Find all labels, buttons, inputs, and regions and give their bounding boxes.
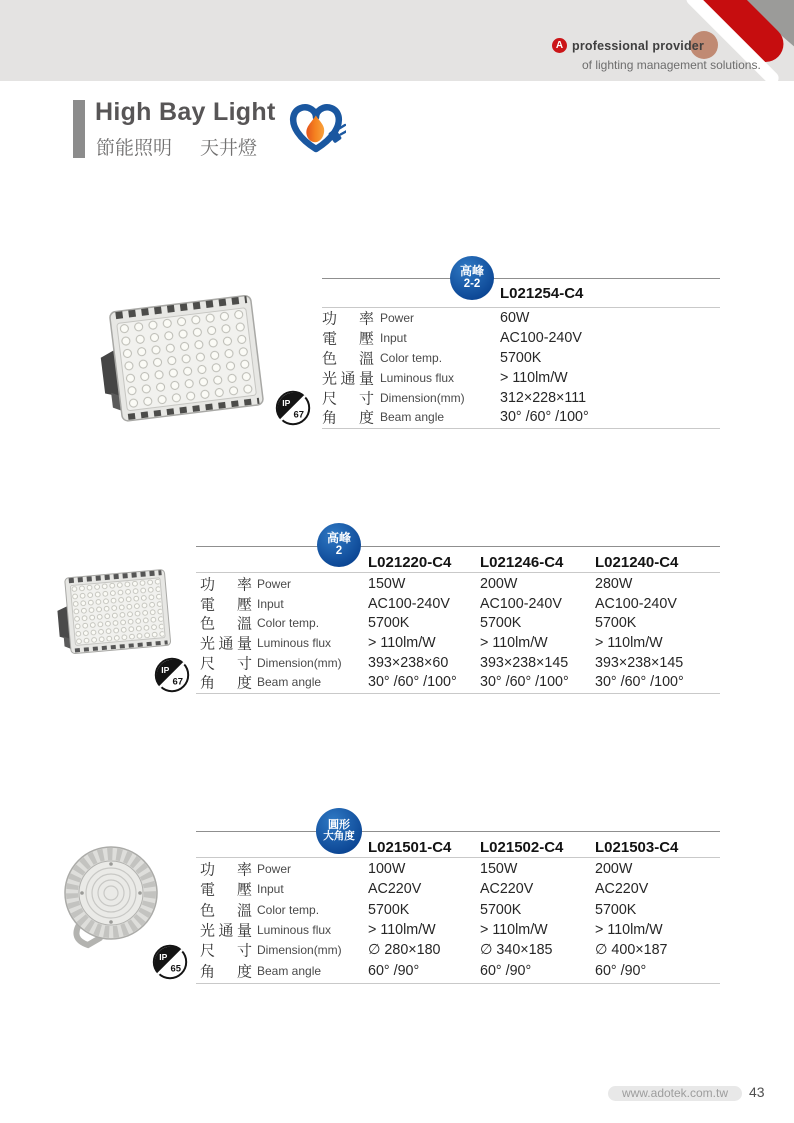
spec-value: 30° /60° /100° — [595, 674, 684, 691]
eco-heart-logo — [286, 100, 346, 158]
product-image-round-highbay — [58, 843, 162, 953]
spec-value: 5700K — [368, 901, 410, 918]
divider — [196, 572, 720, 573]
spec-value: > 110lm/W — [368, 634, 436, 651]
tagline-rest: of lighting management solutions. — [582, 58, 761, 72]
spec-value: AC100-240V — [500, 329, 582, 346]
spec-row — [196, 653, 720, 673]
spec-value: 30° /60° /100° — [500, 409, 589, 426]
spec-value: 100W — [368, 861, 406, 878]
ip-rating-badge — [152, 944, 188, 980]
spec-value: 393×238×145 — [480, 654, 569, 671]
model-name: L021501-C4 — [368, 839, 452, 856]
divider — [196, 983, 720, 984]
spec-row — [322, 368, 720, 388]
spec-value: 200W — [480, 575, 518, 592]
ip-rating: 67 — [172, 676, 184, 688]
spec-row — [322, 308, 720, 328]
subtitle-zh-right: 天井燈 — [200, 138, 258, 159]
spec-value: ∅ 400×187 — [595, 942, 668, 959]
ip-rating-badge — [275, 390, 311, 426]
spec-label-zh: 角度 — [322, 409, 374, 427]
page-subtitle — [96, 133, 257, 160]
product-image-floodlight-series2 — [48, 566, 178, 664]
spec-row — [196, 633, 720, 653]
tagline-bold: professional provider — [572, 38, 705, 53]
spec-value: 280W — [595, 575, 633, 592]
spec-value: 60° /90° — [480, 962, 532, 979]
spec-label-en: Input — [380, 330, 407, 345]
spec-label-en: Dimension(mm) — [257, 943, 342, 958]
spec-row — [196, 920, 720, 940]
model-name: L021503-C4 — [595, 839, 679, 856]
series-badge-line2: 2 — [335, 545, 343, 558]
spec-value: AC100-240V — [368, 595, 450, 612]
spec-value: AC220V — [595, 881, 649, 898]
spec-label-zh: 光通量 — [322, 370, 374, 388]
ip-rating: 65 — [170, 963, 182, 975]
spec-row — [196, 574, 720, 594]
divider — [196, 857, 720, 858]
spec-value: > 110lm/W — [480, 922, 548, 939]
spec-value: 393×238×60 — [368, 654, 449, 671]
spec-value: 30° /60° /100° — [480, 674, 569, 691]
spec-value: 393×238×145 — [595, 654, 684, 671]
spec-value: 5700K — [595, 901, 637, 918]
spec-label-en: Input — [257, 882, 284, 897]
spec-value: 5700K — [500, 349, 542, 366]
spec-value: > 110lm/W — [595, 634, 663, 651]
spec-value: ∅ 280×180 — [368, 942, 441, 959]
title-accent-bar — [73, 100, 85, 158]
ip-rating-badge — [154, 657, 190, 693]
spec-label-zh: 角度 — [200, 963, 252, 981]
header-band — [0, 0, 794, 81]
spec-label-zh: 色溫 — [200, 902, 252, 920]
spec-label-en: Color temp. — [257, 902, 320, 917]
spec-label-en: Power — [257, 576, 292, 591]
spec-value: 5700K — [480, 901, 522, 918]
spec-value: AC100-240V — [595, 595, 677, 612]
divider — [322, 278, 720, 279]
series-badge-line1: 高峰 — [326, 531, 351, 546]
spec-value: 5700K — [595, 615, 637, 632]
spec-value: ∅ 340×185 — [480, 942, 553, 959]
product-image-floodlight-60w — [86, 292, 276, 434]
spec-label-en: Color temp. — [380, 350, 443, 365]
spec-row — [322, 348, 720, 368]
spec-label-en: Luminous flux — [257, 635, 332, 650]
spec-table-1 — [322, 256, 720, 432]
spec-row — [322, 407, 720, 427]
spec-label-en: Beam angle — [257, 963, 322, 978]
spec-label-en: Luminous flux — [257, 923, 332, 938]
ip-label: IP — [161, 665, 170, 676]
model-name: L021246-C4 — [480, 554, 564, 571]
spec-label-zh: 電壓 — [322, 330, 374, 348]
spec-row — [196, 859, 720, 879]
spec-value: AC220V — [368, 881, 422, 898]
spec-value: 150W — [368, 575, 406, 592]
spec-value: AC100-240V — [480, 595, 562, 612]
spec-row — [322, 388, 720, 408]
spec-value: 60° /90° — [595, 962, 647, 979]
spec-value: 312×228×111 — [500, 389, 587, 406]
spec-row — [196, 960, 720, 980]
spec-label-en: Dimension(mm) — [380, 390, 465, 405]
spec-value: 200W — [595, 861, 633, 878]
brand-tagline — [552, 38, 704, 53]
spec-label-zh: 角度 — [200, 674, 252, 692]
ip-rating: 67 — [293, 409, 305, 421]
spec-value: 5700K — [480, 615, 522, 632]
spec-label-zh: 色溫 — [200, 615, 252, 633]
spec-value: 5700K — [368, 615, 410, 632]
spec-row — [196, 879, 720, 899]
spec-label-zh: 尺寸 — [200, 655, 252, 673]
series-badge-line1: 高峰 — [459, 264, 484, 279]
spec-row — [196, 900, 720, 920]
spec-value: AC220V — [480, 881, 534, 898]
spec-value: > 110lm/W — [480, 634, 548, 651]
spec-row — [196, 672, 720, 692]
series-badge — [316, 808, 362, 854]
spec-table-2 — [196, 523, 720, 699]
spec-label-zh: 功率 — [200, 861, 252, 879]
subtitle-zh-left: 節能照明 — [96, 138, 173, 159]
divider — [196, 546, 720, 547]
spec-row — [196, 594, 720, 614]
brand-a-icon: A — [552, 38, 567, 53]
spec-row — [196, 613, 720, 633]
spec-value: > 110lm/W — [595, 922, 663, 939]
spec-row — [322, 328, 720, 348]
spec-label-zh: 光通量 — [200, 635, 252, 653]
spec-value: 60W — [500, 309, 530, 326]
spec-label-en: Power — [257, 862, 292, 877]
series-badge — [317, 523, 361, 567]
spec-label-zh: 尺寸 — [200, 942, 252, 960]
model-name: L021220-C4 — [368, 554, 452, 571]
spec-label-en: Power — [380, 310, 415, 325]
series-badge-line2: 2-2 — [463, 278, 481, 291]
spec-label-en: Dimension(mm) — [257, 655, 342, 670]
divider — [322, 428, 720, 429]
spec-value: 60° /90° — [368, 962, 420, 979]
ip-label: IP — [159, 952, 168, 963]
spec-label-zh: 電壓 — [200, 881, 252, 899]
spec-label-zh: 尺寸 — [322, 390, 374, 407]
model-name: L021240-C4 — [595, 554, 679, 571]
model-name: L021254-C4 — [500, 285, 584, 302]
spec-table-3 — [196, 809, 720, 989]
spec-label-zh: 電壓 — [200, 596, 252, 614]
spec-label-en: Color temp. — [257, 616, 320, 631]
spec-label-zh: 色溫 — [322, 350, 374, 368]
spec-value: > 110lm/W — [500, 369, 568, 386]
model-name: L021502-C4 — [480, 839, 564, 856]
series-badge-line1: 圓形 — [328, 819, 350, 832]
spec-label-zh: 光通量 — [200, 922, 252, 940]
plug-prong-icon — [341, 131, 347, 135]
page-title: High Bay Light — [95, 98, 276, 126]
spec-label-zh: 功率 — [322, 310, 374, 328]
ip-label: IP — [282, 398, 291, 409]
spec-label-en: Input — [257, 596, 284, 611]
divider — [196, 831, 720, 832]
spec-row — [196, 940, 720, 960]
spec-value: 30° /60° /100° — [368, 674, 457, 691]
series-badge — [450, 256, 494, 300]
spec-label-en: Beam angle — [257, 675, 322, 690]
divider — [196, 693, 720, 694]
flame-icon — [306, 116, 324, 143]
spec-label-en: Luminous flux — [380, 370, 455, 385]
spec-value: > 110lm/W — [368, 922, 436, 939]
spec-label-en: Beam angle — [380, 410, 445, 425]
spec-label-zh: 功率 — [200, 576, 252, 594]
page-number: 43 — [749, 1084, 765, 1100]
series-badge-line2: 大角度 — [323, 830, 355, 843]
spec-value: 150W — [480, 861, 518, 878]
footer-url: www.adotek.com.tw — [608, 1086, 742, 1101]
